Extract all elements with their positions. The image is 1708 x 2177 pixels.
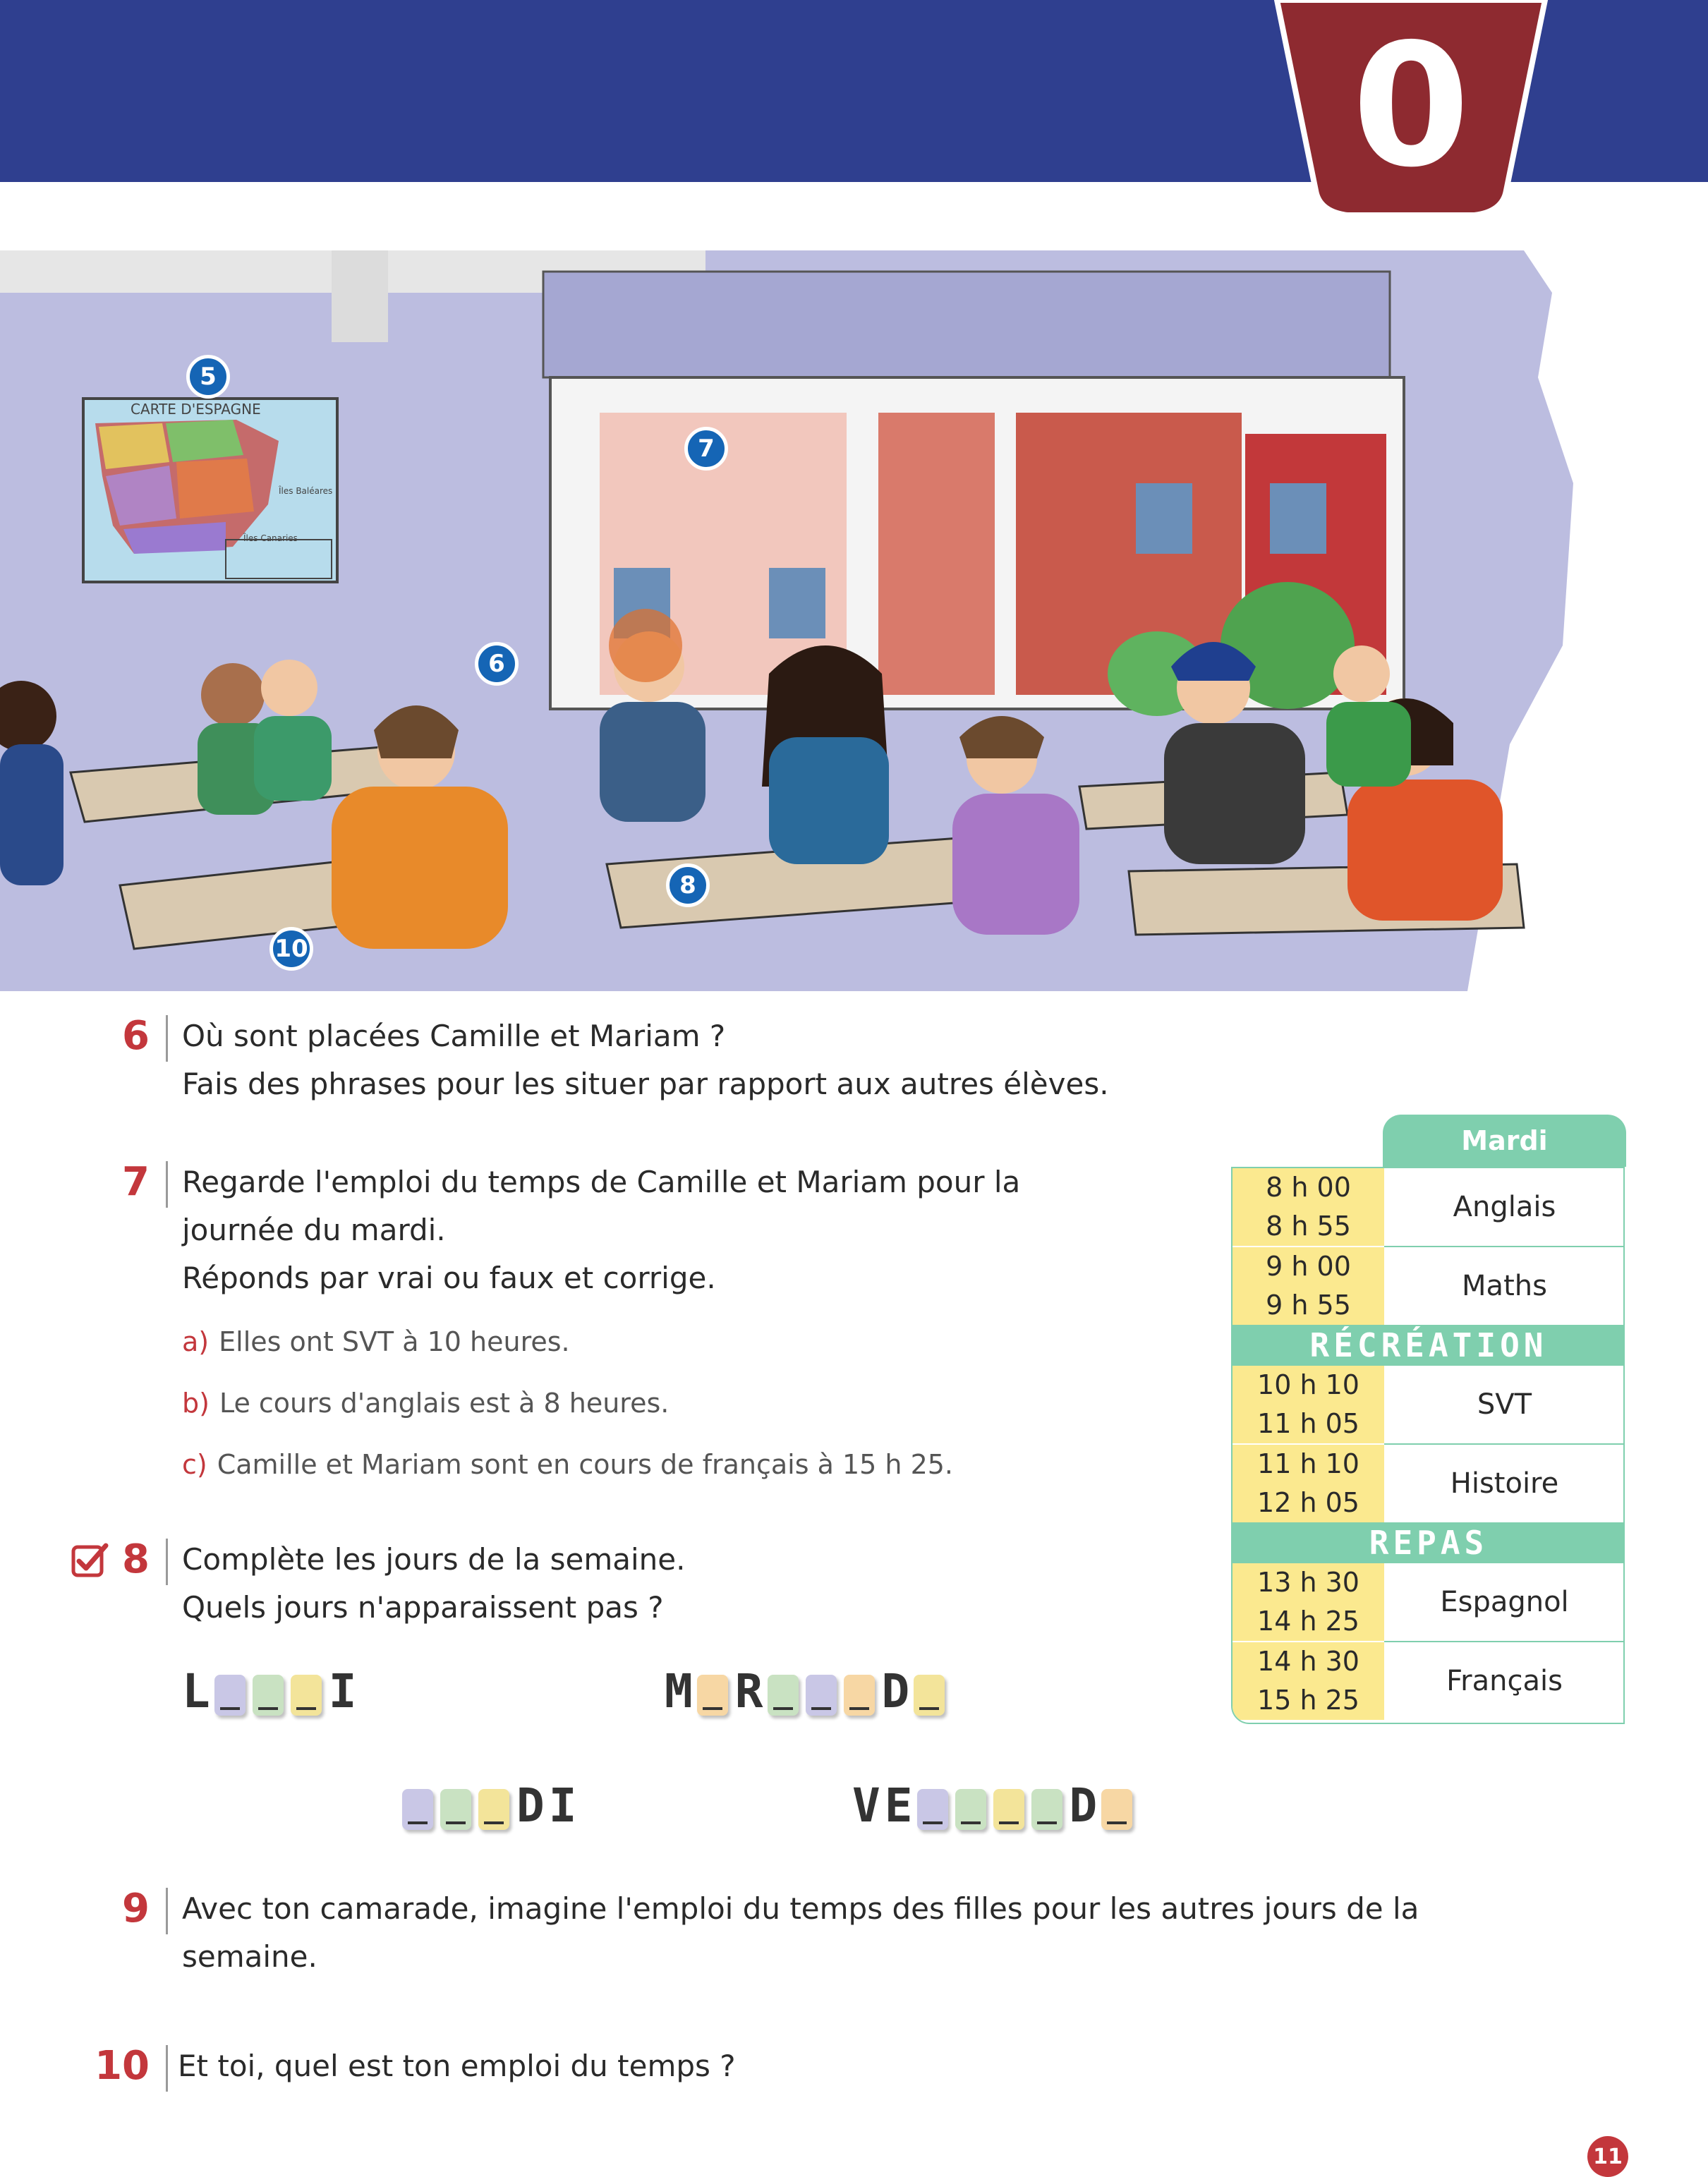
puzzle-blank[interactable] [478,1789,509,1830]
puzzle-blank[interactable] [917,1789,948,1830]
puzzle-letter: D [516,1778,545,1833]
puzzle-mercredi [665,1663,952,1720]
puzzle-blank[interactable] [697,1675,728,1716]
puzzle-letter: R [734,1664,763,1718]
puzzle-blank[interactable] [993,1789,1024,1830]
time-end: 11 h 05 [1257,1408,1359,1439]
exercise-divider [166,1015,168,1062]
puzzle-blank[interactable] [253,1675,284,1716]
puzzle-vendredi [852,1778,1139,1834]
exercise-divider [166,1888,168,1934]
marker-5: 5 [186,355,230,399]
marker-8: 8 [666,863,710,907]
puzzle-letter: L [182,1664,210,1718]
timetable-row [1232,1642,1625,1720]
timetable-time [1232,1445,1384,1522]
puzzle-jeudi [402,1778,581,1834]
puzzle-letter: M [665,1664,693,1718]
puzzle-blank[interactable] [768,1675,799,1716]
unit-tab [1263,0,1559,226]
time-end: 12 h 05 [1257,1487,1359,1518]
time-start: 10 h 10 [1257,1369,1359,1400]
time-end: 9 h 55 [1266,1290,1351,1321]
puzzle-blank[interactable] [402,1789,433,1830]
puzzle-letter: I [328,1664,357,1718]
puzzle-blank[interactable] [1031,1789,1062,1830]
exercise-divider [166,2045,168,2092]
timetable-subject: Anglais [1453,1191,1556,1223]
marker-7: 7 [684,427,728,471]
item-letter: a) [182,1326,210,1357]
timetable-row [1232,1366,1625,1443]
time-end: 14 h 25 [1257,1606,1359,1637]
marker-10: 10 [269,927,313,971]
exercise-line: Complète les jours de la semaine. [182,1542,686,1577]
puzzle-letter: D [881,1664,910,1718]
timetable-time [1232,1563,1384,1641]
exercise-number: 9 [122,1886,150,1932]
puzzle-letter: V [852,1778,880,1833]
time-start: 9 h 00 [1266,1251,1351,1282]
classroom-illustration [0,250,1708,991]
time-start: 8 h 00 [1266,1172,1351,1203]
item-text: Camille et Mariam sont en cours de français à 15 h 25. [217,1449,954,1480]
exercise-line: Avec ton camarade, imagine l'emploi du temps des filles pour les autres jours de la [182,1891,1419,1926]
timetable-subject: Espagnol [1440,1586,1569,1618]
exercise-line: semaine. [182,1939,317,1974]
exercise-divider [166,1161,168,1208]
exercise-line: Où sont placées Camille et Mariam ? [182,1019,726,1053]
page-number: 11 [1587,2136,1628,2177]
timetable-time [1232,1366,1384,1443]
timetable-row [1232,1168,1625,1246]
exercise-number: 8 [122,1536,150,1582]
exercise-divider [166,1539,168,1585]
exercise-line: Et toi, quel est ton emploi du temps ? [178,2049,736,2083]
puzzle-blank[interactable] [440,1789,471,1830]
time-end: 8 h 55 [1266,1211,1351,1242]
puzzle-letter: I [548,1778,577,1833]
timetable-time [1232,1168,1384,1246]
timetable-subject: Histoire [1450,1467,1559,1500]
exercise-line: Regarde l'emploi du temps de Camille et Mariam pour la [182,1165,1021,1199]
timetable-day: Mardi [1383,1115,1626,1167]
item-text: Elles ont SVT à 10 heures. [219,1326,570,1357]
map-title: CARTE D'ESPAGNE [131,401,261,418]
map-label-baleares: Îles Baléares [279,486,333,496]
exercise-number: 6 [122,1013,150,1059]
unit-number: 0 [1352,7,1470,205]
puzzle-blank[interactable] [214,1675,246,1716]
timetable-subject: Français [1446,1665,1563,1697]
puzzle-blank[interactable] [806,1675,837,1716]
puzzle-letter: D [1069,1778,1098,1833]
timetable-row [1232,1247,1625,1325]
puzzle-blank[interactable] [1101,1789,1132,1830]
timetable-row [1232,1445,1625,1522]
exercise-line: Fais des phrases pour les situer par rapport aux autres élèves. [182,1067,1109,1101]
exercise-number: 7 [122,1159,150,1205]
puzzle-lundi [182,1663,361,1720]
timetable-subject: Maths [1462,1270,1547,1302]
item-letter: c) [182,1449,207,1480]
puzzle-letter: E [884,1778,913,1833]
timetable-time [1232,1247,1384,1325]
exercise-item-a [182,1324,570,1359]
exercise-item-b [182,1385,669,1421]
exercise-line: journée du mardi. [182,1213,446,1247]
timetable-body [1231,1167,1625,1724]
exercise-line: Quels jours n'apparaissent pas ? [182,1590,664,1625]
timetable-break: REPAS [1232,1522,1625,1563]
marker-6: 6 [475,642,519,686]
timetable-subject: SVT [1477,1388,1532,1421]
time-start: 11 h 10 [1257,1448,1359,1479]
timetable-row [1232,1563,1625,1641]
puzzle-blank[interactable] [955,1789,986,1830]
exercise-line: Réponds par vrai ou faux et corrige. [182,1261,716,1295]
puzzle-blank[interactable] [914,1675,945,1716]
puzzle-blank[interactable] [291,1675,322,1716]
map-label-canaries: Îles Canaries [243,533,298,543]
puzzle-blank[interactable] [844,1675,875,1716]
timetable-time [1232,1642,1384,1720]
time-start: 14 h 30 [1257,1646,1359,1677]
exercise-number: 10 [95,2043,150,2089]
timetable-break: RÉCRÉATION [1232,1325,1625,1366]
time-end: 15 h 25 [1257,1685,1359,1716]
item-text: Le cours d'anglais est à 8 heures. [219,1388,670,1419]
exercise-item-c [182,1447,953,1482]
item-letter: b) [182,1388,210,1419]
time-start: 13 h 30 [1257,1567,1359,1598]
